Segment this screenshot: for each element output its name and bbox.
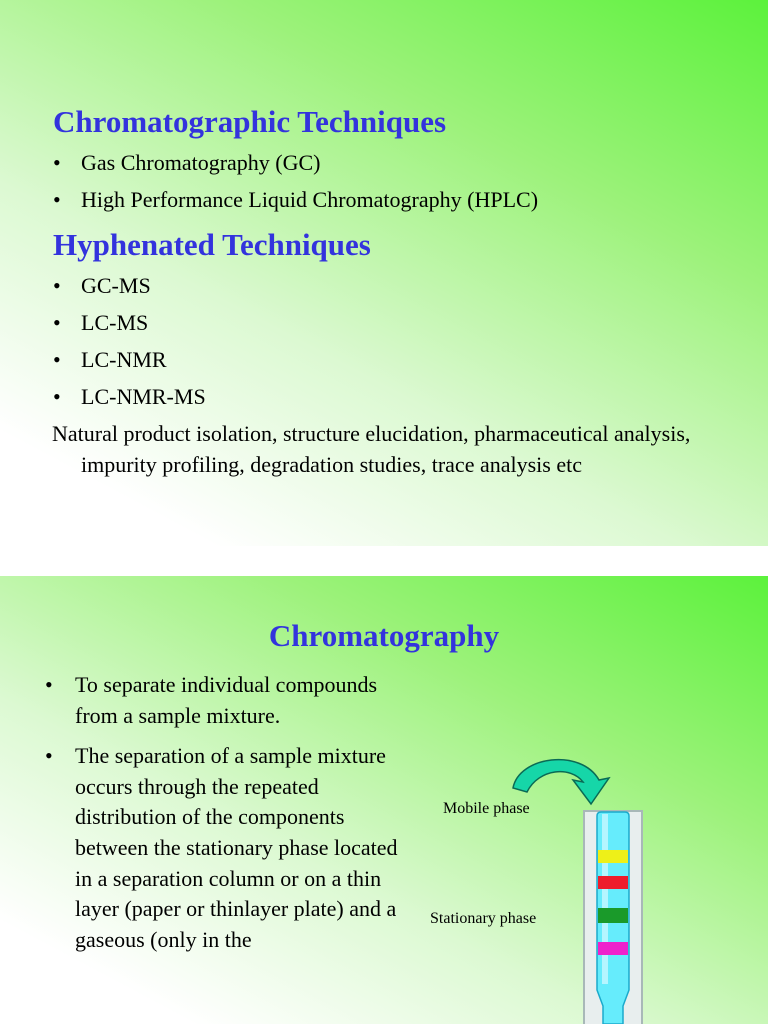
magenta-band	[598, 942, 628, 955]
techniques-list	[52, 144, 538, 218]
slide-title: Chromatography	[268, 618, 500, 653]
list-item: • The separation of a sample mixture occurs through the repeated distribution of the components between the stationary phase located in a separation column or on a thin layer (paper or thinlayer plate) and a gaseous (only in the	[43, 741, 403, 955]
applications-paragraph: Natural product isolation, structure elucidation, pharmaceutical analysis, impurity profiling, degradation studies, trace analysis etc	[52, 421, 691, 477]
list-item: • LC-NMR-MS	[52, 378, 206, 415]
list-item: • Gas Chromatography (GC)	[52, 144, 538, 181]
list-item: • LC-MS	[52, 304, 206, 341]
yellow-band	[598, 850, 628, 863]
green-band	[598, 908, 628, 923]
slide-chromatography	[0, 576, 768, 1024]
heading-chromatographic-techniques: Chromatographic Techniques	[53, 104, 447, 139]
list-item: • LC-NMR	[52, 341, 206, 378]
list-item: • High Performance Liquid Chromatography (HPLC)	[52, 181, 538, 218]
hyphenated-list	[52, 267, 206, 415]
stationary-phase-label: Stationary phase	[430, 910, 537, 927]
separation-column	[583, 810, 647, 1024]
list-item: • To separate individual compounds from a sample mixture.	[43, 670, 403, 731]
red-band	[598, 876, 628, 889]
list-item: • GC-MS	[52, 267, 206, 304]
heading-hyphenated-techniques: Hyphenated Techniques	[53, 227, 371, 262]
definition-list	[43, 670, 403, 965]
mobile-phase-label: Mobile phase	[443, 800, 530, 817]
